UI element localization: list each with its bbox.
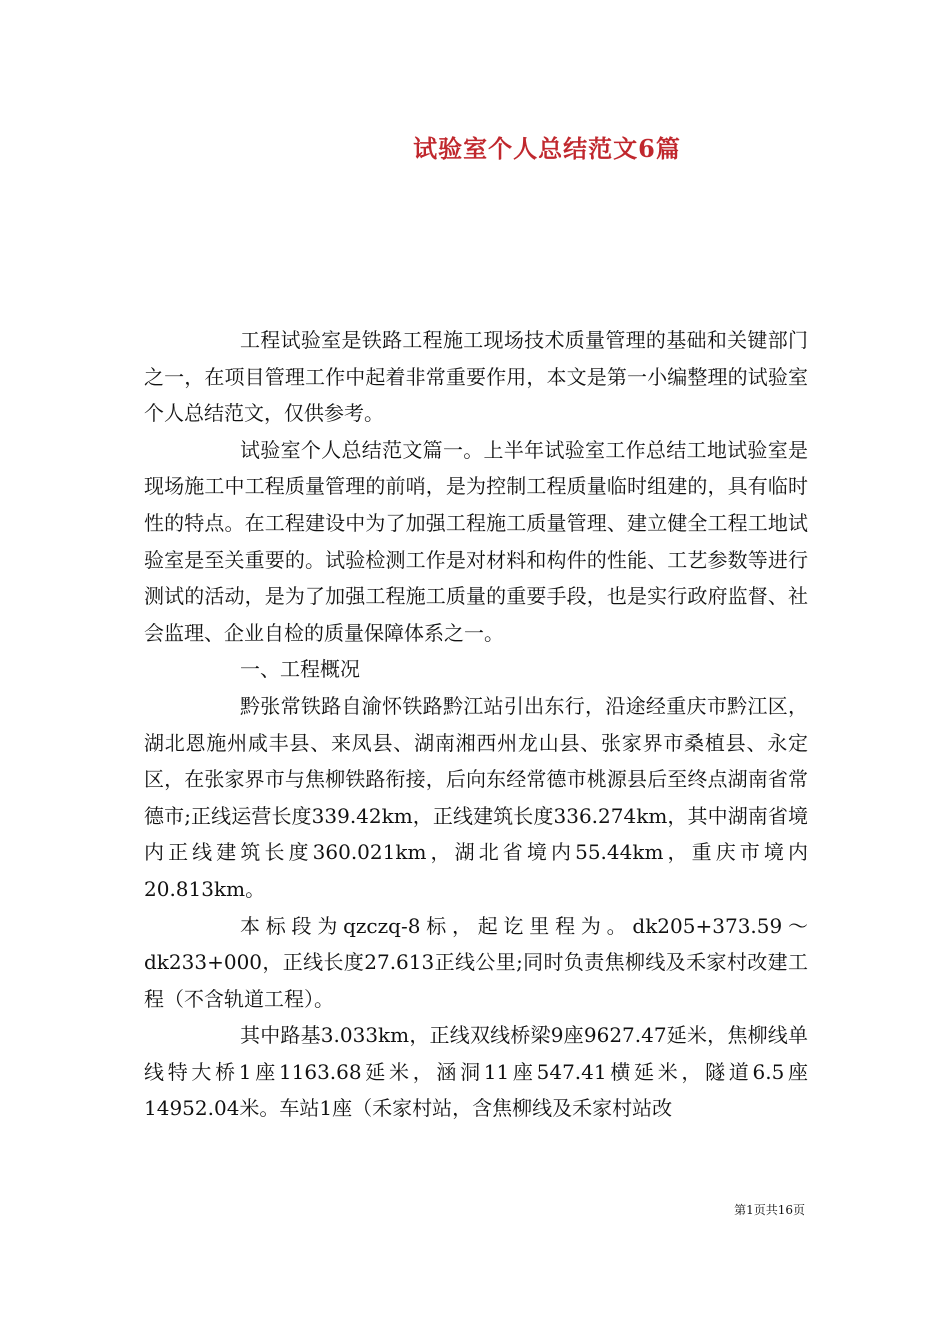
paragraph-section-scope: 本标段为qzczq-8标，起讫里程为。dk205+373.59～dk233+000，正线长度27.613正线公里;同时负责焦柳线及禾家村改建工程（不含轨道工程）。 — [144, 913, 808, 1011]
paragraph-works-quantity: 其中路基3.033km，正线双线桥梁9座9627.47延米，焦柳线单线特大桥1座1163.68延米，涵洞11座547.41横延米，隧道6.5座14952.04米。车站1座（禾家村站，含焦柳线及禾家村站改 — [144, 1023, 808, 1121]
paragraph-railway-route: 黔张常铁路自渝怀铁路黔江站引出东行，沿途经重庆市黔江区，湖北恩施州咸丰县、来凤县、湖南湘西州龙山县、张家界市桑植县、永定区，在张家界市与焦柳铁路衔接，后向东经常德市桃源县后至终点湖南省常德市;正线运营长度339.42km，正线建筑长度336.274km，其中湖南省境内正线建筑长度360.021km，湖北省境内55.44km，重庆市境内20.813km。 — [144, 693, 808, 901]
document-body — [144, 322, 808, 1127]
section-heading-project-overview: 一、工程概况 — [240, 657, 360, 682]
page-number-footer: 第1页共16页 — [734, 1203, 805, 1217]
document-title-text: 试验室个人总结范文6篇 — [413, 134, 681, 163]
paragraph-summary-one: 试验室个人总结范文篇一。上半年试验室工作总结工地试验室是现场施工中工程质量管理的前哨，是为控制工程质量临时组建的，具有临时性的特点。在工程建设中为了加强工程施工质量管理、建立健全工程工地试验室是至关重要的。试验检测工作是对材料和构件的性能、工艺参数等进行测试的活动，是为了加强工程施工质量的重要手段，也是实行政府监督、社会监理、企业自检的质量保障体系之一。 — [144, 437, 808, 645]
document-title — [0, 133, 950, 165]
paragraph-intro: 工程试验室是铁路工程施工现场技术质量管理的基础和关键部门之一，在项目管理工作中起着非常重要作用，本文是第一小编整理的试验室个人总结范文，仅供参考。 — [144, 328, 808, 426]
